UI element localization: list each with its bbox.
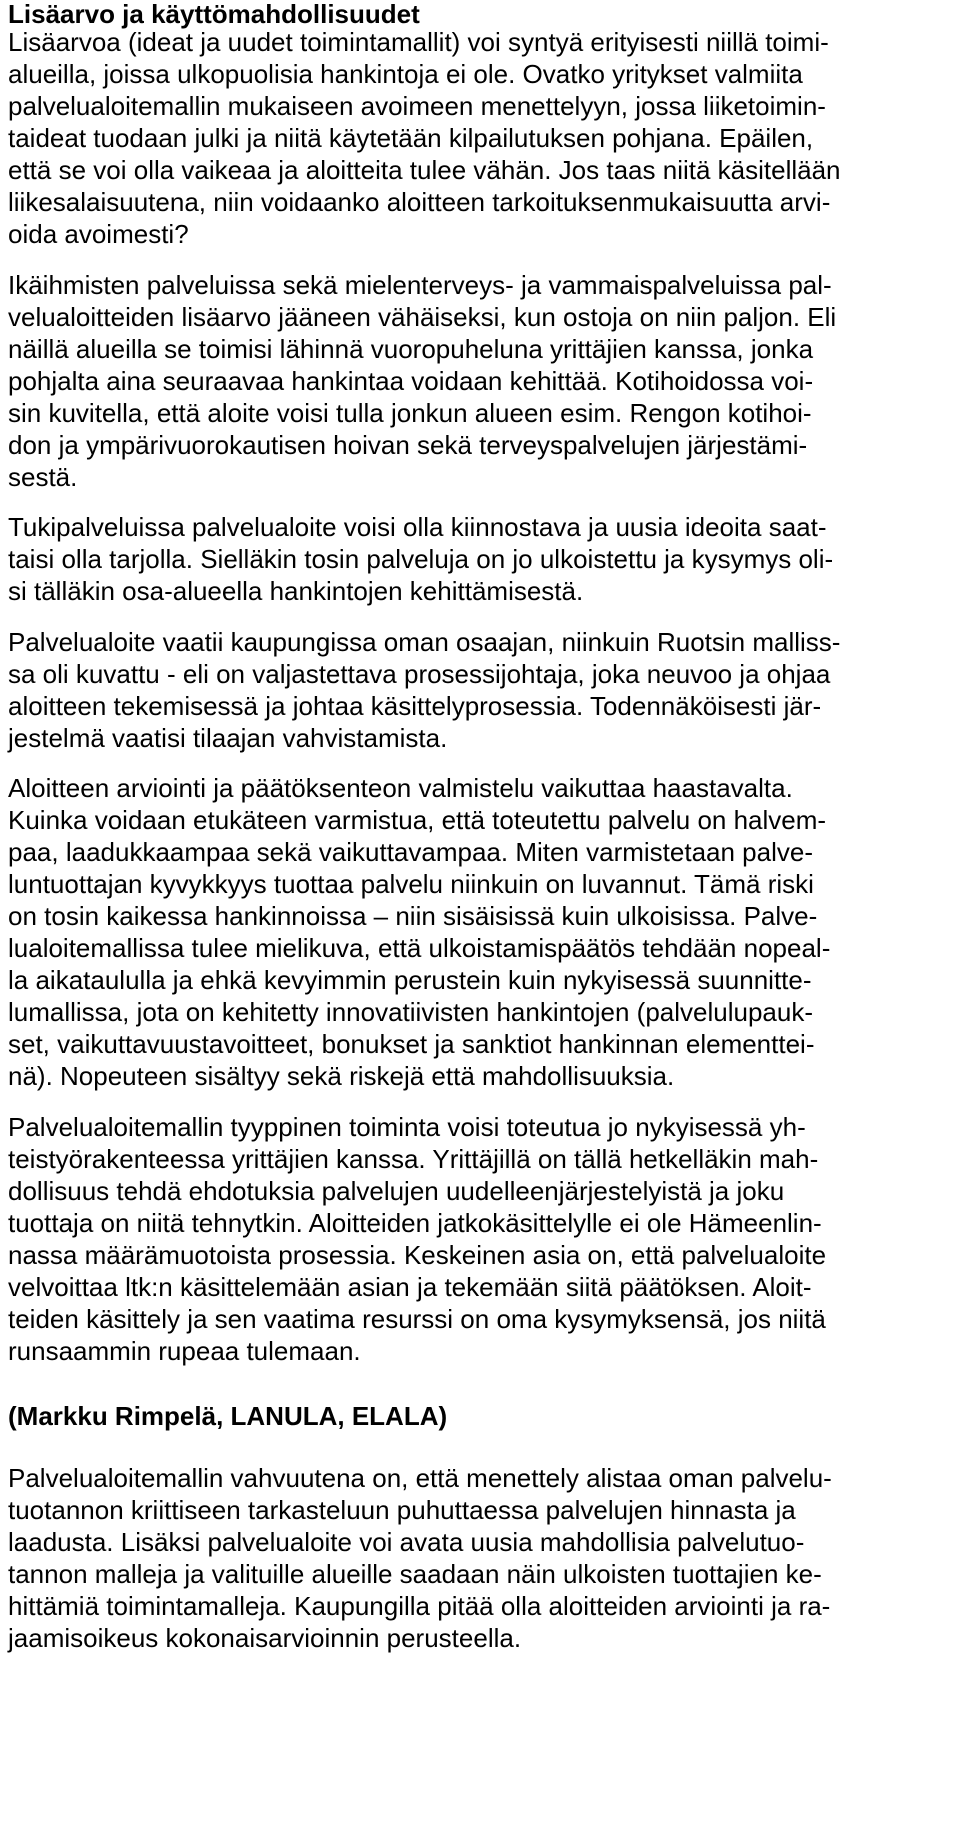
- text-line: näillä alueilla se toimisi lähinnä vuoropuheluna yrittäjien kanssa, jonka: [8, 334, 814, 364]
- text-line: paa, laadukkaampaa sekä vaikuttavampaa. Miten varmistetaan palve-: [8, 837, 813, 867]
- text-line: teiden käsittely ja sen vaatima resurssi on oma kysymyksensä, jos niitä: [8, 1304, 826, 1334]
- text-line: lualoitemallissa tulee mielikuva, että ulkoistamispäätös tehdään nopeal-: [8, 933, 831, 963]
- text-line: dollisuus tehdä ehdotuksia palvelujen uudelleenjärjestelyistä ja joku: [8, 1176, 785, 1206]
- text-line: jestelmä vaatisi tilaajan vahvistamista.: [8, 723, 448, 753]
- text-line: Ikäihmisten palveluissa sekä mielenterveys- ja vammaispalveluissa pal-: [8, 270, 832, 300]
- text-line: aloitteen tekemisessä ja johtaa käsittelyprosessia. Todennäköisesti jär-: [8, 691, 822, 721]
- text-line: luntuottajan kyvykkyys tuottaa palvelu niinkuin on luvannut. Tämä riski: [8, 869, 814, 899]
- text-line: jaamisoikeus kokonaisarvioinnin perusteella.: [8, 1623, 522, 1653]
- text-line: Lisäarvoa (ideat ja uudet toimintamallit) voi syntyä erityisesti niillä toimi-: [8, 27, 829, 57]
- text-line: don ja ympärivuorokautisen hoivan sekä terveyspalvelujen järjestämi-: [8, 430, 808, 460]
- text-line: tuotannon kriittiseen tarkasteluun puhuttaessa palvelujen hinnasta ja: [8, 1495, 796, 1525]
- text-line: sa oli kuvattu - eli on valjastettava prosessijohtaja, joka neuvoo ja ohjaa: [8, 659, 831, 689]
- text-line: oida avoimesti?: [8, 219, 189, 249]
- text-line: lumallissa, jota on kehitetty innovatiivisten hankintojen (palvelulupauk-: [8, 997, 814, 1027]
- text-line: Palvelualoite vaatii kaupungissa oman osaajan, niinkuin Ruotsin malliss-: [8, 627, 841, 657]
- text-line: la aikataululla ja ehkä kevyimmin perustein kuin nykyisessä suunnitte-: [8, 965, 812, 995]
- text-line: että se voi olla vaikeaa ja aloitteita tulee vähän. Jos taas niitä käsitellään: [8, 155, 841, 185]
- text-line: palvelualoitemallin mukaiseen avoimeen menettelyyn, jossa liiketoimin-: [8, 91, 826, 121]
- text-line: taisi olla tarjolla. Sielläkin tosin palveluja on jo ulkoistettu ja kysymys oli-: [8, 544, 834, 574]
- text-line: taideat tuodaan julki ja niitä käytetään kilpailutuksen pohjana. Epäilen,: [8, 123, 814, 153]
- text-line: velualoitteiden lisäarvo jääneen vähäiseksi, kun ostoja on niin paljon. Eli: [8, 302, 837, 332]
- text-line: Kuinka voidaan etukäteen varmistua, että toteutettu palvelu on halvem-: [8, 805, 827, 835]
- text-line: Palvelualoitemallin tyyppinen toiminta voisi toteutua jo nykyisessä yh-: [8, 1112, 806, 1142]
- text-line: runsaammin rupeaa tulemaan.: [8, 1336, 361, 1366]
- text-line: teistyörakenteessa yrittäjien kanssa. Yrittäjillä on tällä hetkelläkin mah-: [8, 1144, 819, 1174]
- text-line: velvoittaa ltk:n käsittelemään asian ja tekemään siitä päätöksen. Aloit-: [8, 1272, 812, 1302]
- text-line: tannon malleja ja valituille alueille saadaan näin ulkoisten tuottajien ke-: [8, 1559, 822, 1589]
- text-line: Tukipalveluissa palvelualoite voisi olla kiinnostava ja uusia ideoita saat-: [8, 512, 827, 542]
- text-line: sestä.: [8, 462, 78, 492]
- text-line: set, vaikuttavuustavoitteet, bonukset ja sanktiot hankinnan elementtei-: [8, 1029, 815, 1059]
- text-line: hittämiä toimintamalleja. Kaupungilla pitää olla aloitteiden arviointi ja ra-: [8, 1591, 831, 1621]
- text-line: nä). Nopeuteen sisältyy sekä riskejä että mahdollisuuksia.: [8, 1061, 675, 1091]
- author-line: (Markku Rimpelä, LANULA, ELALA): [8, 1401, 448, 1431]
- text-line: tuottaja on niitä tehnytkin. Aloitteiden jatkokäsittelylle ei ole Hämeenlin-: [8, 1208, 822, 1238]
- text-line: liikesalaisuutena, niin voidaanko aloitteen tarkoituksenmukaisuutta arvi-: [8, 187, 831, 217]
- text-line: si tälläkin osa-alueella hankintojen kehittämisestä.: [8, 576, 584, 606]
- text-line: on tosin kaikessa hankinnoissa – niin sisäisissä kuin ulkoisissa. Palve-: [8, 901, 818, 931]
- text-line: laadusta. Lisäksi palvelualoite voi avata uusia mahdollisia palvelutuo-: [8, 1527, 805, 1557]
- text-line: alueilla, joissa ulkopuolisia hankintoja ei ole. Ovatko yritykset valmiita: [8, 59, 803, 89]
- document-heading: Lisäarvo ja käyttömahdollisuudet: [8, 0, 420, 29]
- text-line: sin kuvitella, että aloite voisi tulla jonkun alueen esim. Rengon kotihoi-: [8, 398, 812, 428]
- text-line: pohjalta aina seuraavaa hankintaa voidaan kehittää. Kotihoidossa voi-: [8, 366, 814, 396]
- text-line: Palvelualoitemallin vahvuutena on, että menettely alistaa oman palvelu-: [8, 1463, 832, 1493]
- text-line: nassa määrämuotoista prosessia. Keskeinen asia on, että palvelualoite: [8, 1240, 827, 1270]
- text-line: Aloitteen arviointi ja päätöksenteon valmistelu vaikuttaa haastavalta.: [8, 773, 793, 803]
